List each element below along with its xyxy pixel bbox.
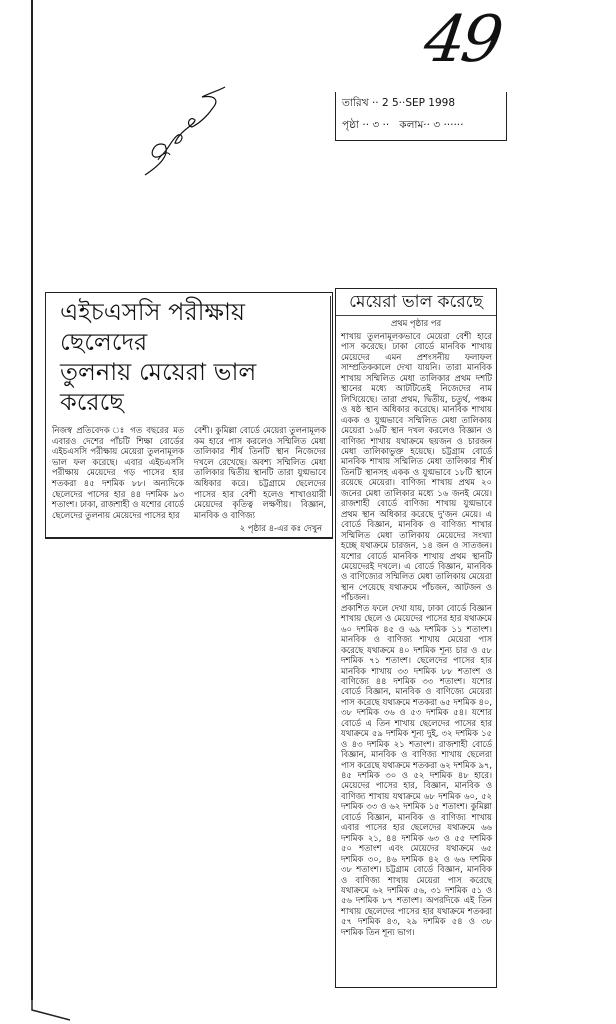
stamp-date: ·· 2 5··SEP 1998 (371, 97, 456, 109)
headline-line-1: এইচএসসি পরীক্ষায় ছেলেদের (60, 298, 246, 356)
article-column-1: নিজস্ব প্রতিবেদক ঃ গত বছরের মত এবারও দেশের পাঁচটি শিক্ষা বোর্ডের এইচএসসি পরীক্ষায় মেয়েরা তুলনামূলক ভাল ফল করেছে। এবার এইচএসসি পরীক্ষায় মেয়েদের গড় পাসের হার শতকরা ৪৫ দশমিক ৮৮। অন্যদিকে ছেলেদের পাসের হার ৪৪ দশমিক ৯৩ শতাংশ। ঢাকা, রাজশাহী ও যশোর বোর্ডে ছেলেদের তুলনায় মেয়েদের পাসের হার (52, 425, 184, 520)
stamp-date-label: তারিখ (342, 97, 369, 109)
continuation-title: মেয়েরা ভাল করেছে (336, 291, 496, 316)
handwritten-signature (140, 85, 230, 180)
handwritten-page-number: 49 (419, 3, 504, 77)
paragraph: শাখায় তুলনামূলকভাবে মেয়েরা বেশী হারে পাস করেছে। ঢাকা বোর্ডে মানবিক শাখায় মেয়েদের এমন প্রশংসনীয় ফলাফল সাম্প্রতিককালে দেখা যায়নি। তারা মানবিক শাখায় সম্মিলিত মেধা তালিকার প্রথম দশটি স্থানের মধ্যে আটটিতেই নিজেদের নাম লিখিয়েছে। তারা প্রথম, দ্বিতীয়, চতুর্থ, পঞ্চম ও ষষ্ঠ স্থান অধিকার করেছে। মানবিক শাখায় একক ও যুগ্মভাবে সম্মিলিত মেধা তালিকায় মেয়েরা ১৬টি স্থান দখল করলেও বিজ্ঞান ও বাণিজ্য শাখায় যথাক্রমে ছয়জন ও চারজন মেধা তালিকাভুক্ত হয়েছে। চট্টগ্রাম বোর্ডে মানবিক শাখায় সম্মিলিত মেধা তালিকার শীর্ষ তিনটি স্থানসহ একক ও যুগ্মভাবে ১৮টি স্থানে রয়েছে মেয়েরা। বাণিজ্য শাখায় প্রথম ২০ জনের মেধা তালিকার মধ্যে ১৬ জনই মেয়ে। রাজশাহী বোর্ডে বাণিজ্য শাখায় যুগ্মভাবে প্রথম স্থান অধিকার করেছে দু'জন মেয়ে। এ বোর্ডে বিজ্ঞান, মানবিক ও বাণিজ্য শাখার সম্মিলিত মেধা তালিকায় মেয়েদের সংখ্যা হচ্ছে যথাক্রমে চারজন, ১৪ জন ও সাতজন। যশোর বোর্ডে মানবিক শাখায় প্রথম স্থানটি মেয়েদেরই দখলে। এ বোর্ডে বিজ্ঞান, মানবিক ও বাণিজ্যের সম্মিলিত মেধা তালিকায় মেয়েরা স্থান পেয়েছে যথাক্রমে পাঁচজন, আটজন ও পাঁচজন। (341, 331, 492, 603)
date-stamp (335, 92, 507, 141)
continued-on-note: ২ পৃষ্ঠার ৪-এর কঃ দেখুন (239, 523, 322, 534)
stamp-column-label: কলাম (399, 119, 424, 131)
paragraph: প্রকাশিত ফলে দেখা যায়, ঢাকা বোর্ডে বিজ্ঞান শাখায় ছেলে ও মেয়েদের পাসের হার যথাক্রমে ৬০ দশমিক ৪৫ ও ৬৯ দশমিক ১১ শতাংশ। মানবিক ও বাণিজ্য শাখায় মেয়েরা পাস করেছে যথাক্রমে ৪০ দশমিক শূন্য চার ও ৫৮ দশমিক ৭১ শতাংশ। ছেলেদের পাসের হার মানবিক শাখায় ৩৩ দশমিক ৮৮ শতাংশ ও বাণিজ্যে ৪৪ দশমিক ৩৩ শতাংশ। যশোর বোর্ডে বিজ্ঞান, মানবিক ও বাণিজ্যে মেয়েরা পাস করেছে যথাক্রমে শতকরা ৬৫ দশমিক ৪০, ৩৮ দশমিক ৩৬ ও ৫৩ দশমিক ৫৪। যশোর বোর্ডে এ তিন শাখায় ছেলেদের পাসের হার যথাক্রমে ৫৯ দশমিক শূন্য দুই, ৩২ দশমিক ১৫ ও ৪৩ দশমিক ২১ শতাংশ। রাজশাহী বোর্ডে বিজ্ঞান, মানবিক ও বাণিজ্য শাখায় ছেলেরা পাস করেছে যথাক্রমে শতকরা ৬২ দশমিক ৯৭, ৪৫ দশমিক ৩০ ও ৫২ দশমিক ৪৮ হারে। মেয়েদের পাসের হার, বিজ্ঞান, মানবিক ও বাণিজ্য শাখায় যথাক্রমে ৬৮ দশমিক ৬০, ৫২ দশমিক ৩৩ ও ৬২ দশমিক ১৫ শতাংশ। কুমিল্লা বোর্ডে বিজ্ঞান, মানবিক ও বাণিজ্য শাখায় এবার পাসের হার ছেলেদের যথাক্রমে ৬৬ দশমিক ২১, ৪৪ দশমিক ৬৩ ও ৫৫ দশমিক ৫০ শতাংশ এবং মেয়েদের যথাক্রমে ৬৫ দশমিক ৩০, ৪৬ দশমিক ৪২ ও ৬৬ দশমিক ৩৮ শতাংশ। চট্টগ্রাম বোর্ডে বিজ্ঞান, মানবিক ও বাণিজ্য শাখায় মেয়েরা পাস করেছে যথাক্রমে ৬২ দশমিক ৫৬, ৩১ দশমিক ৫১ ও ৫৬ দশমিক ৮৭ শতাংশ। অপরদিকে এই তিন শাখায় ছেলেদের পাসের হার যথাক্রমে শতকরা ৫৭ দশমিক ৪৩, ২৯ দশমিক ৫৪ ও ৩৮ দশমিক তিন শূন্য ভাগ। (341, 602, 492, 937)
stamp-page: ·· ৩ ·· (362, 119, 390, 131)
article-headline (46, 293, 332, 421)
stamp-page-row (336, 114, 506, 136)
article-body (52, 425, 326, 520)
margin-line (31, 0, 33, 1000)
article-column-2: বেশী। কুমিল্লা বোর্ডে মেয়েরা তুলনামূলক কম হারে পাস করলেও সম্মিলিত মেধা তালিকার শীর্ষ তিনটি স্থান নিজেদের দখলে রেখেছে। অবশ্য সম্মিলিত মেধা তালিকার দ্বিতীয় স্থানটি তারা যুগ্মভাবে অধিকার করে। চট্টগ্রামে ছেলেদের পাসের হার বেশী হলেও শাখাওয়ারী মেয়েদের কৃতিত্ব লক্ষণীয়। বিজ্ঞান, মানবিক ও বাণিজ্য (194, 425, 326, 520)
page-edge-mark (30, 960, 90, 1024)
continuation-subtitle: প্রথম পৃষ্ঠার পর (390, 318, 442, 328)
stamp-page-label: পৃষ্ঠা (342, 119, 360, 131)
left-news-article (45, 292, 333, 539)
divider (330, 296, 331, 496)
stamp-date-row (336, 92, 506, 114)
headline-line-2: তুলনায় মেয়েরা ভাল করেছে (60, 358, 257, 416)
right-news-article (335, 288, 497, 988)
stamp-column: ·· ৩ ······ (423, 119, 464, 131)
continuation-body (336, 329, 496, 941)
